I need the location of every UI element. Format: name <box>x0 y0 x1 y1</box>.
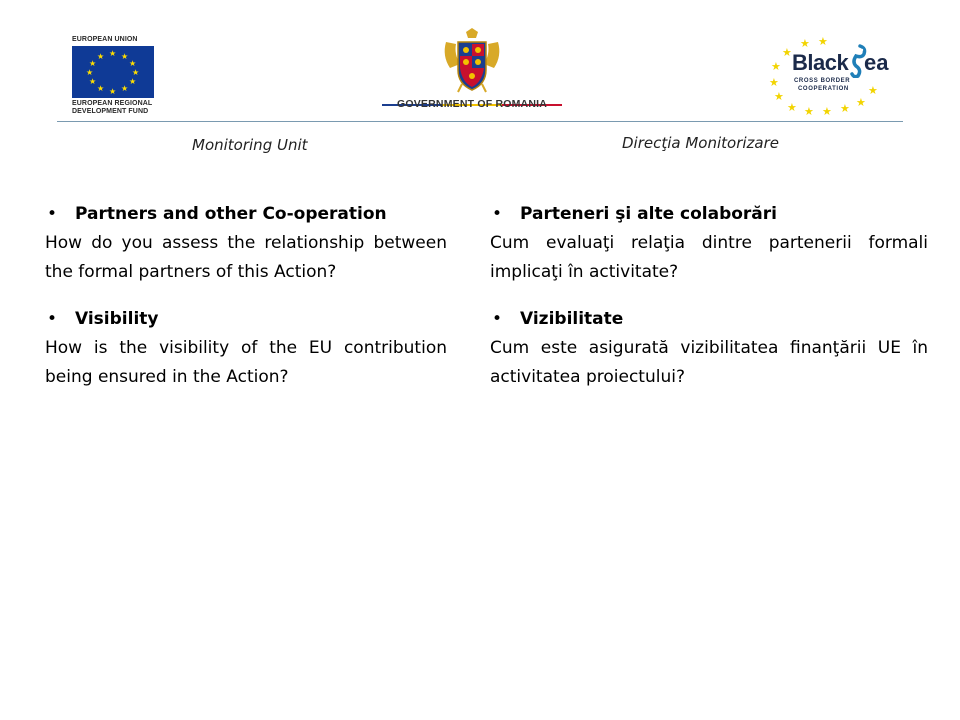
blacksea-word-ea: ea <box>864 50 889 75</box>
bullet-icon: • <box>47 309 58 329</box>
svg-text:★: ★ <box>774 90 784 103</box>
blacksea-logo <box>760 36 900 116</box>
monitoring-unit-label: Monitoring Unit <box>192 136 308 154</box>
blacksea-line1: CROSS BORDER <box>794 78 851 84</box>
question-partners: How do you assess the relationship between the formal partners of this Action? <box>45 233 447 282</box>
svg-text:★: ★ <box>787 101 797 114</box>
section-heading-parteneri <box>490 200 928 229</box>
romania-logo <box>382 28 562 112</box>
section-heading-vizibilitate <box>490 305 928 334</box>
bullet-icon: • <box>47 204 58 224</box>
blacksea-line2: COOPERATION <box>798 86 849 92</box>
svg-text:★: ★ <box>868 84 878 97</box>
svg-text:★: ★ <box>840 102 850 115</box>
eu-logo-bottom-line2: DEVELOPMENT FUND <box>72 108 149 115</box>
question-parteneri: Cum evaluaţi relaţia dintre partenerii formali implicaţi în activitate? <box>490 233 928 282</box>
svg-text:★: ★ <box>782 46 792 59</box>
question-visibility: How is the visibility of the EU contribution being ensured in the Action? <box>45 338 447 387</box>
svg-text:★: ★ <box>804 105 814 116</box>
eu-logo <box>72 36 172 116</box>
romanian-column <box>490 200 928 392</box>
bullet-icon: • <box>492 309 503 329</box>
svg-text:★: ★ <box>771 60 781 73</box>
svg-text:★: ★ <box>818 36 828 48</box>
heading-text: Partners and other Co-operation <box>75 204 387 224</box>
heading-text: Visibility <box>75 309 159 329</box>
romania-logo-caption: GOVERNMENT OF ROMANIA <box>396 98 548 110</box>
blacksea-word-black: Black <box>792 50 849 75</box>
bullet-icon: • <box>492 204 503 224</box>
eu-logo-top-text: EUROPEAN UNION <box>72 36 138 43</box>
header-divider <box>57 121 903 122</box>
directia-monitorizare-label: Direcţia Monitorizare <box>622 134 780 152</box>
svg-text:★: ★ <box>822 105 832 116</box>
svg-text:★: ★ <box>800 37 810 50</box>
eu-logo-bottom-line1: EUROPEAN REGIONAL <box>72 100 153 107</box>
question-vizibilitate: Cum este asigurată vizibilitatea finanţării UE în activitatea proiectului? <box>490 338 928 387</box>
romania-coat-of-arms-icon <box>440 28 504 94</box>
english-column <box>45 200 447 392</box>
heading-text: Vizibilitate <box>520 309 624 329</box>
svg-text:★: ★ <box>856 96 866 109</box>
svg-text:★: ★ <box>769 76 779 89</box>
section-heading-partners <box>45 200 447 229</box>
blacksea-stars-icon <box>760 36 900 116</box>
eu-flag-icon: ★ ★ ★ ★ ★ ★ ★ ★ ★ ★ ★ ★ <box>72 46 154 98</box>
section-heading-visibility <box>45 305 447 334</box>
heading-text: Parteneri şi alte colaborări <box>520 204 777 224</box>
